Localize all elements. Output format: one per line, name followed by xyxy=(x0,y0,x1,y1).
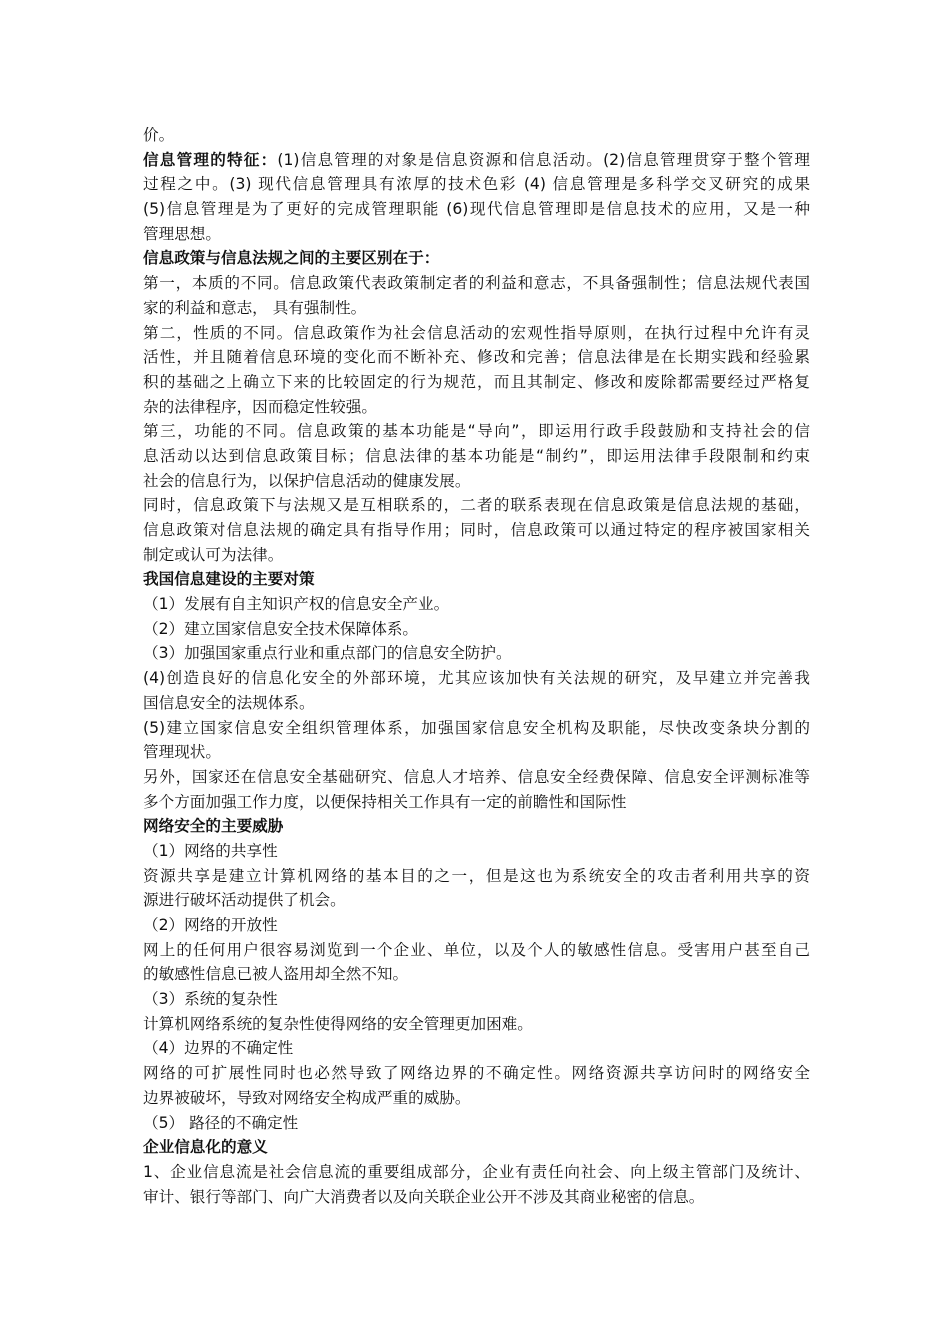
text-line: 杂的法律程序，因而稳定性较强。 xyxy=(143,397,377,416)
text-line: （5） 路径的不确定性 xyxy=(143,1113,299,1132)
text-line: 另外，国家还在信息安全基础研究、信息人才培养、信息安全经费保障、信息安全评测标准等 xyxy=(143,767,810,786)
text-line: 同时，信息政策下与法规又是互相联系的，二者的联系表现在信息政策是信息法规的基础， xyxy=(143,496,810,515)
text-line: （1）网络的共享性 xyxy=(143,841,278,860)
text-line: 边界被破坏，导致对网络安全构成严重的威胁。 xyxy=(143,1088,471,1107)
inline-text: (1)信息管理的对象是信息资源和信息活动。(2)信息管理贯穿于整个管理 xyxy=(277,150,810,169)
text-line: 国信息安全的法规体系。 xyxy=(143,693,315,712)
text-line: 1、企业信息流是社会信息流的重要组成部分，企业有责任向社会、向上级主管部门及统计、 xyxy=(143,1162,810,1181)
text-line: （2）网络的开放性 xyxy=(143,916,278,934)
text-line: 社会的信息行为，以保护信息活动的健康发展。 xyxy=(143,471,471,490)
section-heading: 网络安全的主要威胁 xyxy=(143,817,284,836)
text-line: （3）加强国家重点行业和重点部门的信息安全防护。 xyxy=(143,644,512,663)
section-heading: 信息政策与信息法规之间的主要区别在于： xyxy=(143,249,440,268)
section-heading: 企业信息化的意义 xyxy=(143,1138,268,1157)
text-line: 制定或认可为法律。 xyxy=(143,545,284,564)
text-line: 息活动以达到信息政策目标；信息法律的基本功能是“制约”，即运用法律手段限制和约束 xyxy=(143,446,810,465)
text-line: （2）建立国家信息安全技术保障体系。 xyxy=(143,619,419,638)
text-line: 家的利益和意志， 具有强制性。 xyxy=(143,298,367,317)
text-line: 计算机网络系统的复杂性使得网络的安全管理更加困难。 xyxy=(143,1014,533,1033)
document-page xyxy=(143,123,810,1209)
text-line: （4）边界的不确定性 xyxy=(143,1039,294,1058)
text-line: (5)建立国家信息安全组织管理体系，加强国家信息安全机构及职能，尽快改变条块分割的 xyxy=(143,718,810,737)
text-line: 管理思想。 xyxy=(143,224,221,243)
text-line: 的敏感性信息已被人盗用却全然不知。 xyxy=(143,965,409,984)
text-line: 源进行破坏活动提供了机会。 xyxy=(143,891,346,910)
text-line: 第二，性质的不同。信息政策作为社会信息活动的宏观性指导原则，在执行过程中允许有灵 xyxy=(143,323,810,342)
text-line: 资源共享是建立计算机网络的基本目的之一，但是这也为系统安全的攻击者利用共享的资 xyxy=(143,866,810,885)
text-line: 多个方面加强工作力度，以便保持相关工作具有一定的前瞻性和国际性 xyxy=(143,792,627,811)
text-line: 第三，功能的不同。信息政策的基本功能是“导向”，即运用行政手段鼓励和支持社会的信 xyxy=(143,422,810,441)
text-line: (4)创造良好的信息化安全的外部环境，尤其应该加快有关法规的研究，及早建立并完善我 xyxy=(143,669,810,688)
text-line xyxy=(143,148,810,173)
text-line: 信息政策对信息法规的确定具有指导作用；同时，信息政策可以通过特定的程序被国家相关 xyxy=(143,521,810,539)
text-line: 管理现状。 xyxy=(143,743,221,762)
text-line: 第一，本质的不同。信息政策代表政策制定者的利益和意志，不具备强制性；信息法规代表国 xyxy=(143,274,810,293)
text-line: 网上的任何用户很容易浏览到一个企业、单位，以及个人的敏感性信息。受害用户甚至自己 xyxy=(143,940,810,959)
text-line: 网络的可扩展性同时也必然导致了网络边界的不确定性。网络资源共享访问时的网络安全 xyxy=(143,1064,810,1083)
text-line: 积的基础之上确立下来的比较固定的行为规范，而且其制定、修改和废除都需要经过严格复 xyxy=(143,372,810,391)
inline-heading: 信息管理的特征： xyxy=(143,150,278,169)
text-line: 过程之中。(3) 现代信息管理具有浓厚的技术色彩 (4) 信息管理是多科学交叉研究的成果 xyxy=(143,175,810,194)
text-line: 活性，并且随着信息环境的变化而不断补充、修改和完善；信息法律是在长期实践和经验累 xyxy=(143,348,810,367)
text-line: （3）系统的复杂性 xyxy=(143,990,278,1009)
text-line: (5)信息管理是为了更好的完成管理职能 (6)现代信息管理即是信息技术的应用，又是一种 xyxy=(143,200,810,219)
text-line: 审计、银行等部门、向广大消费者以及向关联企业公开不涉及其商业秘密的信息。 xyxy=(143,1187,705,1206)
text-line: （1）发展有自主知识产权的信息安全产业。 xyxy=(143,595,450,614)
text-line: 价。 xyxy=(143,126,175,144)
section-heading: 我国信息建设的主要对策 xyxy=(143,570,315,589)
